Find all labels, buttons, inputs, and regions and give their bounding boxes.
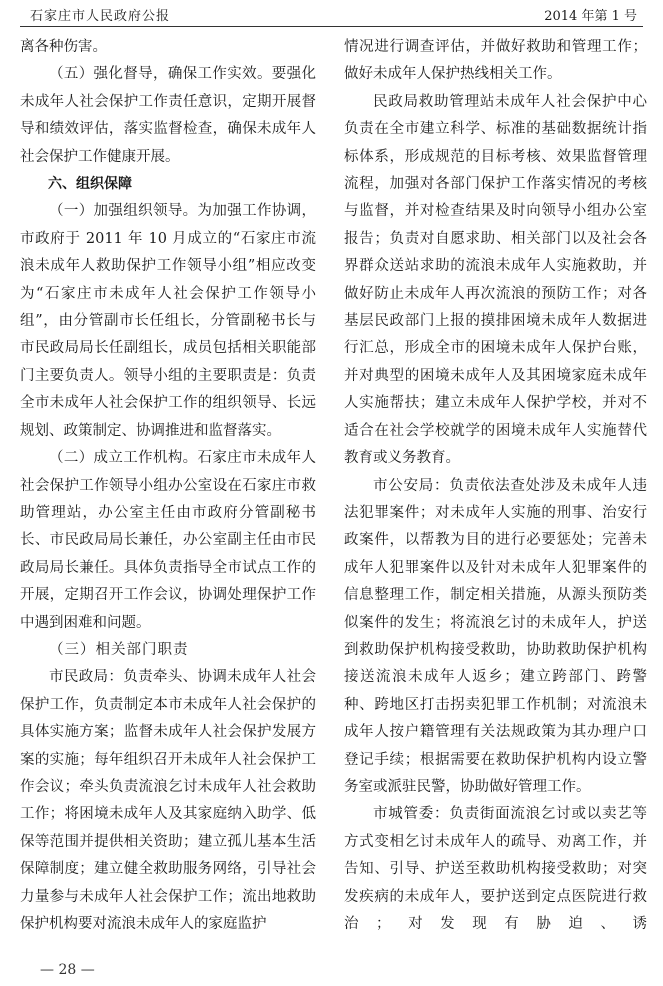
issue-number: 2014 年第 1 号 — [544, 9, 637, 24]
paragraph: 民政局救助管理站未成年人社会保护中心负责在全市建立科学、标准的基础数据统计指标体系，形成规范的目标考核、效果监督管理流程，加强对各部门保护工作落实情况的考核与监督，并对检查结果及时向领导小组办公室报告；负责对自愿求助、相关部门以及社会各界群众送站求助的流浪未成年人实施救助，并做好防止未成年人再次流浪的预防工作；对各基层民政部门上报的摸排困境未成年人数据进行汇总，形成全市的困境未成年人保护台账，并对典型的困境未成年人及其困境家庭未成年人实施帮扶；建立未成年人保护学校，并对不适合在社会学校就学的困境未成年人实施替代教育或义务教育。 — [344, 93, 647, 467]
paragraph: 情况进行调查评估，并做好救助和管理工作；做好未成年人保护热线相关工作。 — [344, 39, 647, 83]
paragraph: 市城管委：负责街面流浪乞讨或以卖艺等方式变相乞讨未成年人的疏导、劝离工作，并告知、引导、护送至救助机构接受救助；对突发疾病的未成年人，要护送到定点医院进行救治；对发现有胁迫、诱 — [344, 806, 647, 932]
paragraph: 市民政局：负责牵头、协调未成年人社会保护工作，负责制定本市未成年人社会保护的具体实施方案；监督未成年人社会保护发展方案的实施；每年组织召开未成年人社会保护工作会议；牵头负责流浪乞讨未成年人社会救助工作；将困境未成年人及其家庭纳入助学、低保等范围并提供相关资助；建立孤儿基本生活保障制度；建立健全救助服务网络，引导社会力量参与未成年人社会保护工作；流出地救助保护机构要对流浪未成年人的家庭监护 — [20, 669, 316, 932]
page-header — [20, 0, 643, 27]
left-column — [20, 34, 316, 938]
paragraph: 离各种伤害。 — [20, 39, 107, 55]
subsection-heading: （三）相关部门职责 — [49, 641, 189, 658]
page-number: — 28 — — [40, 962, 95, 978]
journal-title: 石家庄市人民政府公报 — [30, 9, 171, 24]
paragraph: （五）强化督导，确保工作实效。要强化未成年人社会保护工作责任意识，定期开展督导和绩效评估，落实监督检查，确保未成年人社会保护工作健康开展。 — [20, 66, 316, 165]
right-column — [344, 34, 647, 938]
section-heading: 六、组织保障 — [48, 176, 132, 193]
paragraph: （一）加强组织领导。为加强工作协调，市政府于 2011 年 10 月成立的“石家庄市流浪未成年人救助保护工作领导小组”相应改变为“石家庄市未成年人社会保护工作领导小组”，由分管副市长任组长，分管副秘书长与市民政局局长任副组长，成员包括相关职能部门主要负责人。领导小组的主要职责是：负责全市未成年人社会保护工作的组织领导、长远规划、政策制定、协调推进和监督落实。 — [20, 203, 316, 439]
paragraph: 市公安局：负责依法查处涉及未成年人违法犯罪案件；对未成年人实施的刑事、治安行政案件，以帮教为目的进行必要惩处；完善未成年人犯罪案件以及针对未成年人犯罪案件的信息整理工作，制定相关措施，从源头预防类似案件的发生；将流浪乞讨的未成年人，护送到救助保护机构接受救助，协助救助保护机构接送流浪未成年人返乡；建立跨部门、跨警种、跨地区打击拐卖犯罪工作机制；对流浪未成年人按户籍管理有关法规政策为其办理户口登记手续；根据需要在救助保护机构内设立警务室或派驻民警，协助做好管理工作。 — [344, 477, 647, 795]
paragraph: （二）成立工作机构。石家庄市未成年人社会保护工作领导小组办公室设在石家庄市救助管理站，办公室主任由市政府分管副秘书长、市民政局局长兼任，办公室副主任由市民政局局长兼任。具体负责指导全市试点工作的开展，定期召开工作会议，协调处理保护工作中遇到困难和问题。 — [20, 450, 316, 631]
